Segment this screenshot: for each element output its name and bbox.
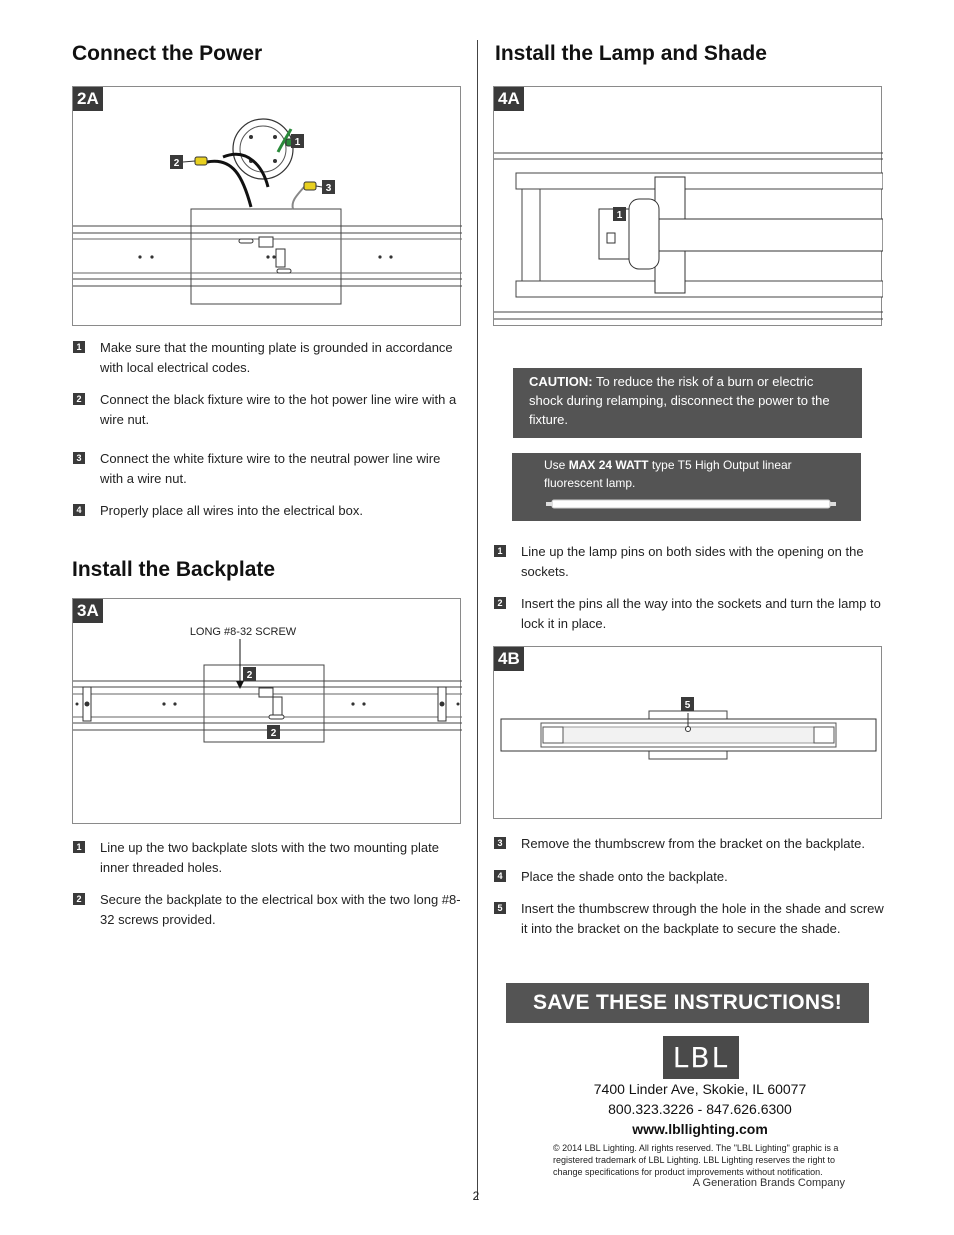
callout-2 xyxy=(170,155,195,169)
svg-text:2: 2 xyxy=(173,158,180,169)
page-number: 2 xyxy=(472,1189,480,1203)
lamp-step-2: 2 Insert the pins all the way into the sockets and turn the lamp to lock it in place. xyxy=(494,594,886,634)
install-lamp-heading: Install the Lamp and Shade xyxy=(495,42,767,65)
backplate-step-2: 2 Secure the backplate to the electrical box with the two long #8-32 screws provided. xyxy=(73,890,465,930)
svg-text:1: 1 xyxy=(616,210,623,221)
shade-step-5: 5 Insert the thumbscrew through the hole in the shade and screw it into the bracket on the backplate to secure the shade. xyxy=(494,899,886,939)
power-step-4: 4 Properly place all wires into the electrical box. xyxy=(73,501,465,521)
svg-text:5: 5 xyxy=(684,700,691,711)
svg-text:1: 1 xyxy=(294,137,301,148)
company-tagline: A Generation Brands Company xyxy=(692,1177,845,1189)
figure-3a-drawing xyxy=(73,599,462,825)
copyright-notice: © 2014 LBL Lighting. All rights reserved. The "LBL Lighting" graphic is a registered trademark of LBL Lighting. LBL Lighting reserves the right to change specifications for product improvements without notification. xyxy=(553,1143,839,1177)
power-step-1: 1 Make sure that the mounting plate is grounded in accordance with local electrical codes. xyxy=(73,338,465,378)
shade-step-4: 4 Place the shade onto the backplate. xyxy=(494,867,886,887)
figure-4b xyxy=(493,646,882,819)
callout-1 xyxy=(291,134,304,148)
callout-3 xyxy=(316,180,335,194)
figure-label: 4B xyxy=(494,647,524,671)
lamp-spec-box: Use MAX 24 WATT type T5 High Output linear fluorescent lamp. xyxy=(512,453,861,521)
caution-box xyxy=(513,368,862,438)
lamp-step-1: 1 Line up the lamp pins on both sides with the opening on the sockets. xyxy=(494,542,886,582)
callout-1 xyxy=(613,207,626,221)
callout-5 xyxy=(681,697,694,711)
caution-text: To reduce the risk of a burn or electric shock during relamping, disconnect the power to the fixture. xyxy=(529,374,830,427)
figure-label: 2A xyxy=(73,87,103,111)
address: 7400 Linder Ave, Skokie, IL 60077 xyxy=(593,1081,807,1097)
power-step-2: 2 Connect the black fixture wire to the hot power line wire with a wire nut. xyxy=(73,390,465,430)
save-instructions-banner: SAVE THESE INSTRUCTIONS! xyxy=(506,983,869,1023)
svg-text:2: 2 xyxy=(246,670,253,681)
screw-label: LONG #8-32 SCREW xyxy=(189,626,297,638)
phone-numbers: 800.323.3226 - 847.626.6300 xyxy=(608,1101,792,1117)
backplate-step-1: 1 Line up the two backplate slots with the two mounting plate inner threaded holes. xyxy=(73,838,465,878)
figure-4a-drawing xyxy=(494,87,883,327)
callout-2-lower xyxy=(267,725,280,739)
lamp-tube-icon xyxy=(546,497,836,511)
figure-2a-drawing xyxy=(73,87,462,327)
caution-label: CAUTION: xyxy=(529,374,593,389)
svg-text:3: 3 xyxy=(325,183,332,194)
figure-label: 4A xyxy=(494,87,524,111)
callout-2-upper xyxy=(243,667,256,681)
shade-step-3: 3 Remove the thumbscrew from the bracket on the backplate. xyxy=(494,834,886,854)
figure-4b-drawing xyxy=(494,647,883,820)
figure-3a xyxy=(72,598,461,824)
connect-power-heading: Connect the Power xyxy=(72,42,263,65)
install-backplate-heading: Install the Backplate xyxy=(72,558,276,581)
figure-2a xyxy=(72,86,461,326)
power-step-3: 3 Connect the white fixture wire to the neutral power line wire with a wire nut. xyxy=(73,449,465,489)
column-divider xyxy=(477,40,478,1200)
lamp-wattage: MAX 24 WATT xyxy=(568,458,649,472)
figure-4a xyxy=(493,86,882,326)
figure-label: 3A xyxy=(73,599,103,623)
svg-text:2: 2 xyxy=(270,728,277,739)
website-link[interactable]: www.lbllighting.com xyxy=(632,1121,768,1137)
lbl-logo: LBL xyxy=(663,1036,739,1079)
